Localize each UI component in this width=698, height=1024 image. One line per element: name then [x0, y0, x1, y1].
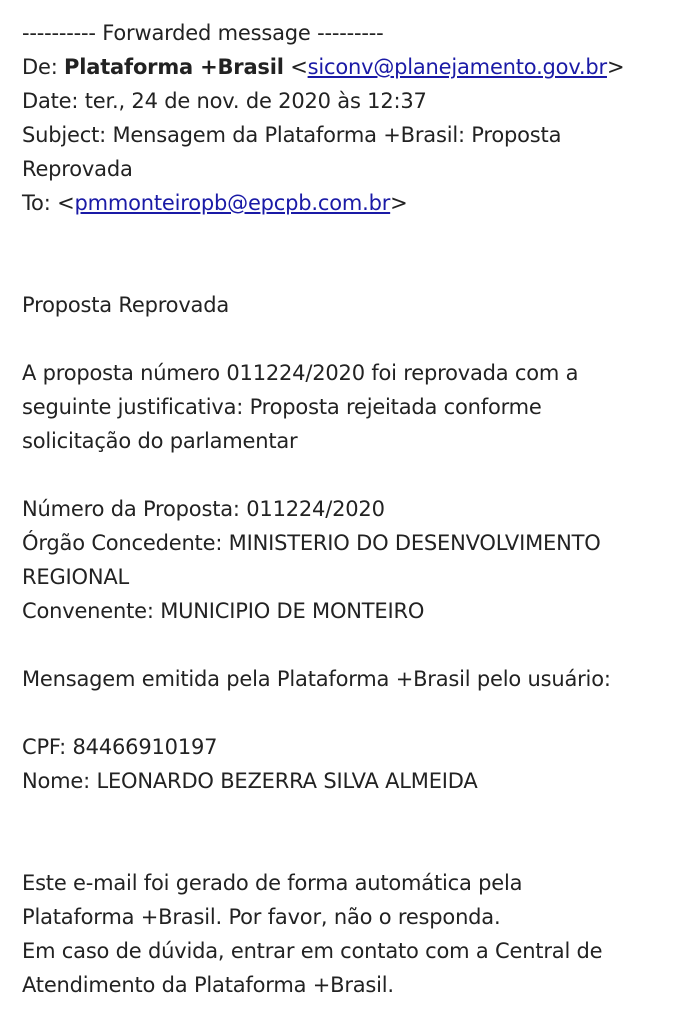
footer-line: Este e-mail foi gerado de forma automática pela — [22, 871, 523, 895]
paragraph-1-line: A proposta número 011224/2020 foi reprovada com a — [22, 361, 579, 385]
to-line: To: <pmmonteiropb@epcpb.com.br> — [22, 191, 408, 215]
paragraph-1-line: seguinte justificativa: Proposta rejeitada conforme — [22, 395, 542, 419]
forwarded-banner: ---------- Forwarded message --------- — [22, 21, 384, 45]
sender-email-link[interactable]: siconv@planejamento.gov.br — [307, 55, 607, 79]
subject-line-1: Subject: Mensagem da Plataforma +Brasil: Proposta — [22, 123, 562, 147]
message-heading: Proposta Reprovada — [22, 293, 230, 317]
date-line: Date: ter., 24 de nov. de 2020 às 12:37 — [22, 89, 427, 113]
from-label: De: — [22, 55, 65, 79]
footer-line: Atendimento da Plataforma +Brasil. — [22, 973, 394, 997]
granting-agency-cont: REGIONAL — [22, 565, 130, 589]
from-line: De: Plataforma +Brasil <siconv@planejamento.gov.br> — [22, 55, 625, 79]
subject-line-2: Reprovada — [22, 157, 133, 181]
paragraph-1-line: solicitação do parlamentar — [22, 429, 298, 453]
user-cpf: CPF: 84466910197 — [22, 735, 218, 759]
granting-agency: Órgão Concedente: MINISTERIO DO DESENVOLVIMENTO — [22, 531, 601, 555]
footer-line: Plataforma +Brasil. Por favor, não o responda. — [22, 905, 501, 929]
issued-by-line: Mensagem emitida pela Plataforma +Brasil pelo usuário: — [22, 667, 611, 691]
recipient-email-link[interactable]: pmmonteiropb@epcpb.com.br — [74, 191, 391, 215]
sender-name: Plataforma +Brasil — [64, 55, 284, 79]
proposal-number: Número da Proposta: 011224/2020 — [22, 497, 385, 521]
to-label: To: — [22, 191, 58, 215]
email-body — [22, 16, 690, 1002]
user-name: Nome: LEONARDO BEZERRA SILVA ALMEIDA — [22, 769, 478, 793]
convenente: Convenente: MUNICIPIO DE MONTEIRO — [22, 599, 425, 623]
footer-line: Em caso de dúvida, entrar em contato com a Central de — [22, 939, 603, 963]
